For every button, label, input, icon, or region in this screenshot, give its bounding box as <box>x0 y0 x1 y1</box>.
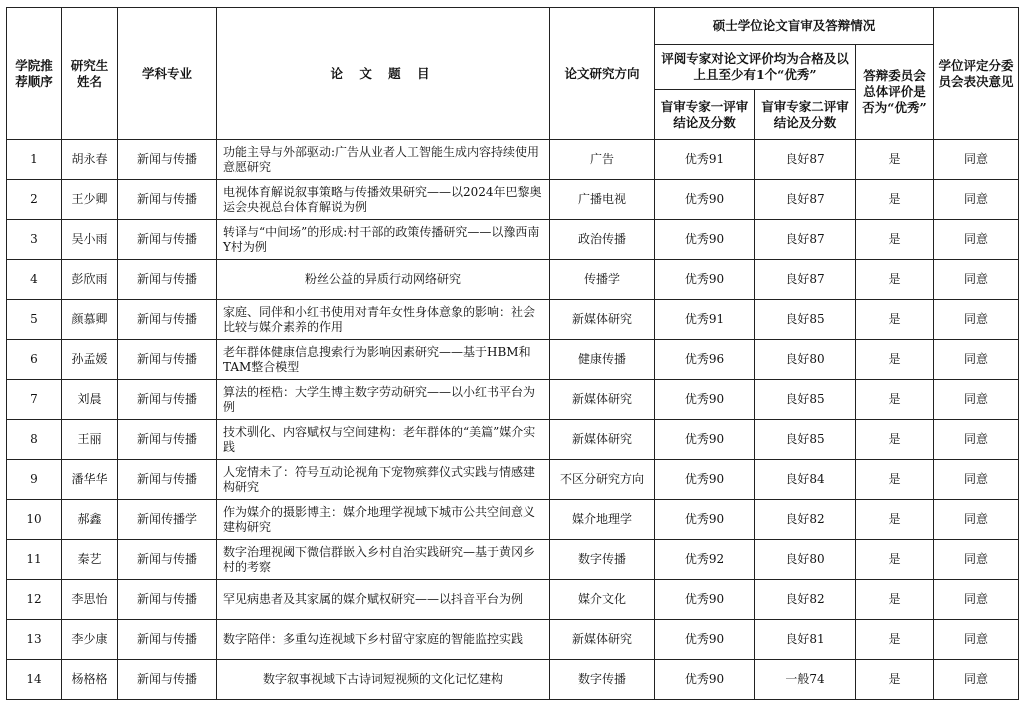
table-row <box>7 140 1019 180</box>
row-direction: 不区分研究方向 <box>550 460 655 500</box>
row-direction: 健康传播 <box>550 340 655 380</box>
row-major: 新闻与传播 <box>118 460 217 500</box>
row-direction: 传播学 <box>550 260 655 300</box>
row-expert1-result: 优秀90 <box>655 220 755 260</box>
row-committee-result: 是 <box>856 420 934 460</box>
row-order: 7 <box>7 380 62 420</box>
header-direction: 论文研究方向 <box>550 8 655 140</box>
table-row <box>7 260 1019 300</box>
row-committee-result: 是 <box>856 300 934 340</box>
row-expert2-result: 良好87 <box>755 260 856 300</box>
row-order: 10 <box>7 500 62 540</box>
row-student-name: 杨格格 <box>62 660 118 700</box>
row-expert2-result: 良好82 <box>755 580 856 620</box>
row-expert2-result: 良好85 <box>755 420 856 460</box>
table-row <box>7 180 1019 220</box>
row-order: 9 <box>7 460 62 500</box>
row-major: 新闻与传播 <box>118 340 217 380</box>
row-order: 5 <box>7 300 62 340</box>
row-order: 13 <box>7 620 62 660</box>
row-direction: 新媒体研究 <box>550 380 655 420</box>
row-committee-result: 是 <box>856 220 934 260</box>
row-expert1-result: 优秀90 <box>655 620 755 660</box>
table-row <box>7 340 1019 380</box>
table-row <box>7 460 1019 500</box>
row-thesis-title: 数字治理视阈下微信群嵌入乡村自治实践研究—基于黄冈乡村的考察 <box>217 540 550 580</box>
header-name: 研究生姓名 <box>62 8 118 140</box>
row-student-name: 李思怡 <box>62 580 118 620</box>
row-thesis-title: 人宠情未了：符号互动论视角下宠物殡葬仪式实践与情感建构研究 <box>217 460 550 500</box>
row-committee-result: 是 <box>856 620 934 660</box>
row-thesis-title: 技术驯化、内容赋权与空间建构：老年群体的“美篇”媒介实践 <box>217 420 550 460</box>
header-blind-review-group: 硕士学位论文盲审及答辩情况 <box>655 8 934 45</box>
row-thesis-title: 电视体育解说叙事策略与传播效果研究——以2024年巴黎奥运会央视总台体育解说为例 <box>217 180 550 220</box>
row-expert1-result: 优秀90 <box>655 420 755 460</box>
row-council-opinion: 同意 <box>934 660 1019 700</box>
row-student-name: 吴小雨 <box>62 220 118 260</box>
row-major: 新闻与传播 <box>118 620 217 660</box>
row-order: 1 <box>7 140 62 180</box>
row-order: 4 <box>7 260 62 300</box>
row-expert2-result: 良好85 <box>755 380 856 420</box>
row-expert1-result: 优秀90 <box>655 180 755 220</box>
row-direction: 新媒体研究 <box>550 420 655 460</box>
row-council-opinion: 同意 <box>934 220 1019 260</box>
row-student-name: 刘晨 <box>62 380 118 420</box>
row-expert1-result: 优秀92 <box>655 540 755 580</box>
row-expert2-result: 良好84 <box>755 460 856 500</box>
row-expert1-result: 优秀90 <box>655 260 755 300</box>
row-major: 新闻与传播 <box>118 260 217 300</box>
thesis-review-table <box>6 7 1019 700</box>
row-thesis-title: 粉丝公益的异质行动网络研究 <box>217 260 550 300</box>
row-major: 新闻与传播 <box>118 140 217 180</box>
row-major: 新闻与传播 <box>118 300 217 340</box>
row-direction: 数字传播 <box>550 540 655 580</box>
row-expert2-result: 良好81 <box>755 620 856 660</box>
row-expert2-result: 一般74 <box>755 660 856 700</box>
header-title: 论 文 题 目 <box>217 8 550 140</box>
row-student-name: 颜慕卿 <box>62 300 118 340</box>
row-expert2-result: 良好80 <box>755 540 856 580</box>
row-student-name: 王少卿 <box>62 180 118 220</box>
row-expert2-result: 良好87 <box>755 220 856 260</box>
row-expert1-result: 优秀90 <box>655 380 755 420</box>
table-row <box>7 540 1019 580</box>
table-row <box>7 380 1019 420</box>
header-committee: 答辩委员会总体评价是否为“优秀” <box>856 45 934 140</box>
row-major: 新闻与传播 <box>118 660 217 700</box>
row-thesis-title: 老年群体健康信息搜索行为影响因素研究——基于HBM和TAM整合模型 <box>217 340 550 380</box>
row-committee-result: 是 <box>856 180 934 220</box>
table-body <box>7 140 1019 700</box>
row-thesis-title: 算法的桎梏：大学生博主数字劳动研究——以小红书平台为例 <box>217 380 550 420</box>
row-student-name: 彭欣雨 <box>62 260 118 300</box>
row-expert1-result: 优秀96 <box>655 340 755 380</box>
header-council: 学位评定分委员会表决意见 <box>934 8 1019 140</box>
row-expert2-result: 良好85 <box>755 300 856 340</box>
row-council-opinion: 同意 <box>934 300 1019 340</box>
row-council-opinion: 同意 <box>934 500 1019 540</box>
row-thesis-title: 作为媒介的摄影博主：媒介地理学视域下城市公共空间意义建构研究 <box>217 500 550 540</box>
row-thesis-title: 功能主导与外部驱动:广告从业者人工智能生成内容持续使用意愿研究 <box>217 140 550 180</box>
row-student-name: 王丽 <box>62 420 118 460</box>
table-row <box>7 580 1019 620</box>
row-order: 2 <box>7 180 62 220</box>
row-student-name: 郝鑫 <box>62 500 118 540</box>
row-committee-result: 是 <box>856 260 934 300</box>
row-student-name: 孙孟媛 <box>62 340 118 380</box>
table-row <box>7 620 1019 660</box>
row-direction: 广告 <box>550 140 655 180</box>
table-row <box>7 220 1019 260</box>
row-council-opinion: 同意 <box>934 180 1019 220</box>
header-expert1: 盲审专家一评审结论及分数 <box>655 90 755 140</box>
row-committee-result: 是 <box>856 140 934 180</box>
row-expert1-result: 优秀90 <box>655 580 755 620</box>
row-order: 11 <box>7 540 62 580</box>
row-committee-result: 是 <box>856 500 934 540</box>
row-council-opinion: 同意 <box>934 140 1019 180</box>
header-expert2: 盲审专家二评审结论及分数 <box>755 90 856 140</box>
row-order: 6 <box>7 340 62 380</box>
row-council-opinion: 同意 <box>934 540 1019 580</box>
row-expert1-result: 优秀90 <box>655 500 755 540</box>
row-direction: 新媒体研究 <box>550 620 655 660</box>
row-thesis-title: 数字陪伴：多重勾连视域下乡村留守家庭的智能监控实践 <box>217 620 550 660</box>
row-expert2-result: 良好80 <box>755 340 856 380</box>
row-council-opinion: 同意 <box>934 340 1019 380</box>
row-expert1-result: 优秀90 <box>655 460 755 500</box>
row-major: 新闻与传播 <box>118 580 217 620</box>
row-council-opinion: 同意 <box>934 460 1019 500</box>
row-expert1-result: 优秀90 <box>655 660 755 700</box>
row-expert1-result: 优秀91 <box>655 140 755 180</box>
row-thesis-title: 转译与“中间场”的形成:村干部的政策传播研究——以豫西南Y村为例 <box>217 220 550 260</box>
table-row <box>7 420 1019 460</box>
row-student-name: 李少康 <box>62 620 118 660</box>
row-major: 新闻与传播 <box>118 540 217 580</box>
row-thesis-title: 家庭、同伴和小红书使用对青年女性身体意象的影响：社会比较与媒介素养的作用 <box>217 300 550 340</box>
row-thesis-title: 数字叙事视域下古诗词短视频的文化记忆建构 <box>217 660 550 700</box>
row-expert1-result: 优秀91 <box>655 300 755 340</box>
row-committee-result: 是 <box>856 340 934 380</box>
table-row <box>7 660 1019 700</box>
header-major: 学科专业 <box>118 8 217 140</box>
row-thesis-title: 罕见病患者及其家属的媒介赋权研究——以抖音平台为例 <box>217 580 550 620</box>
row-direction: 媒介地理学 <box>550 500 655 540</box>
table-row <box>7 300 1019 340</box>
row-direction: 数字传播 <box>550 660 655 700</box>
row-student-name: 潘华华 <box>62 460 118 500</box>
row-order: 8 <box>7 420 62 460</box>
row-council-opinion: 同意 <box>934 580 1019 620</box>
row-student-name: 秦艺 <box>62 540 118 580</box>
row-order: 12 <box>7 580 62 620</box>
row-direction: 新媒体研究 <box>550 300 655 340</box>
row-major: 新闻与传播 <box>118 420 217 460</box>
header-order: 学院推荐顺序 <box>7 8 62 140</box>
row-expert2-result: 良好87 <box>755 140 856 180</box>
row-committee-result: 是 <box>856 580 934 620</box>
header-expert-group: 评阅专家对论文评价均为合格及以上且至少有1个“优秀” <box>655 45 856 90</box>
row-direction: 媒介文化 <box>550 580 655 620</box>
row-expert2-result: 良好87 <box>755 180 856 220</box>
table-row <box>7 500 1019 540</box>
row-committee-result: 是 <box>856 380 934 420</box>
row-direction: 政治传播 <box>550 220 655 260</box>
row-council-opinion: 同意 <box>934 420 1019 460</box>
row-committee-result: 是 <box>856 660 934 700</box>
table-header <box>7 8 1019 140</box>
row-council-opinion: 同意 <box>934 380 1019 420</box>
row-direction: 广播电视 <box>550 180 655 220</box>
row-major: 新闻与传播 <box>118 180 217 220</box>
row-expert2-result: 良好82 <box>755 500 856 540</box>
row-council-opinion: 同意 <box>934 260 1019 300</box>
row-student-name: 胡永春 <box>62 140 118 180</box>
row-committee-result: 是 <box>856 540 934 580</box>
row-council-opinion: 同意 <box>934 620 1019 660</box>
row-major: 新闻与传播 <box>118 220 217 260</box>
row-committee-result: 是 <box>856 460 934 500</box>
row-order: 3 <box>7 220 62 260</box>
row-order: 14 <box>7 660 62 700</box>
row-major: 新闻传播学 <box>118 500 217 540</box>
row-major: 新闻与传播 <box>118 380 217 420</box>
